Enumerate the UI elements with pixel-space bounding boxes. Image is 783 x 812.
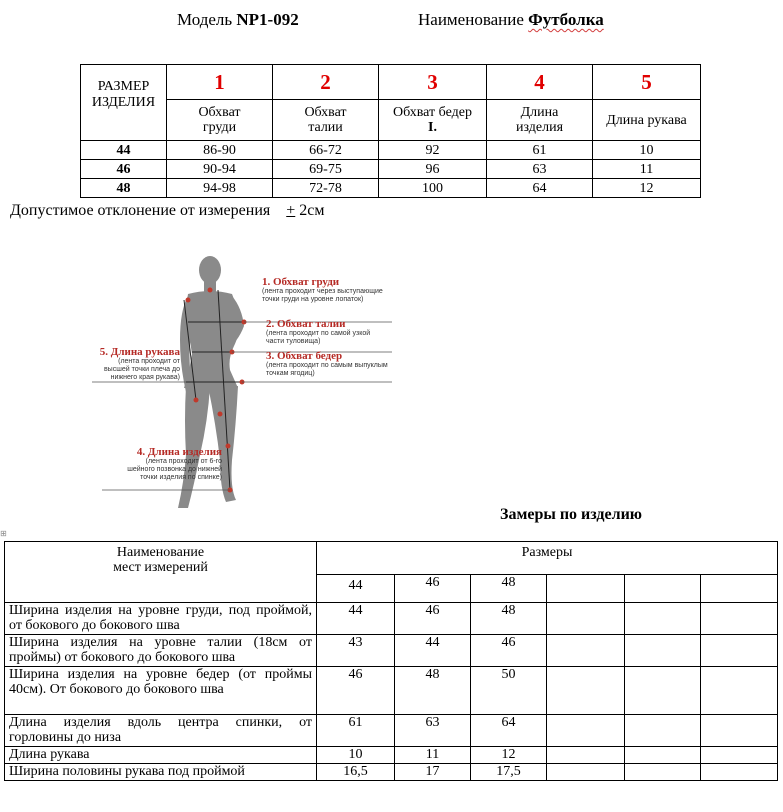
callout-desc: (лента проходит по самой узкой [266,330,371,337]
measurement-value [625,715,701,747]
measurement-name: Длина рукава [5,747,317,764]
callout-length [112,446,222,482]
callout-waist [266,318,370,346]
callout-title: 2. Обхват талии [266,318,346,330]
tolerance-value: 2см [295,202,325,219]
table-row [81,179,701,198]
table-row [5,667,778,715]
column-number: 2 [273,65,379,100]
callout-chest [262,276,383,304]
size-corner-line2: ИЗДЕЛИЯ [91,94,156,110]
measurement-value [547,747,625,764]
column-label [487,100,593,141]
tolerance-note [10,202,325,220]
table-row [81,160,701,179]
value-cell: 72-78 [273,179,379,198]
table-anchor-icon: ⊞ [0,529,7,538]
table-row [5,635,778,667]
measurement-value: 63 [395,715,471,747]
table-row [5,715,778,747]
column-label-text: Обхват талии [304,105,347,135]
measurement-value [547,715,625,747]
measurement-value [547,635,625,667]
measurement-value [701,635,778,667]
garment-measurements-table [4,541,778,781]
measurement-value: 46 [471,635,547,667]
callout-desc: высшей точки плеча до [103,366,180,373]
name-header-line2: мест измерений [113,560,208,575]
column-label [379,100,487,141]
measurement-value: 61 [317,715,395,747]
column-label [167,100,273,141]
value-cell: 94-98 [167,179,273,198]
value-cell: 61 [487,141,593,160]
column-label [273,100,379,141]
measurements-title: Замеры по изделию [500,506,643,523]
callout-sleeve [96,346,180,382]
column-number: 5 [593,65,701,100]
size-cell: 46 [81,160,167,179]
callout-title: 5. Длина рукава [99,346,180,358]
sizes-header: Размеры [317,542,778,575]
value-cell: 66-72 [273,141,379,160]
callout-title: 3. Обхват бедер [266,350,343,362]
value-cell: 11 [593,160,701,179]
size-header-cell: 44 [317,575,395,603]
measurement-value: 48 [471,603,547,635]
callout-desc: части туловища) [266,338,321,345]
model-value: NP1-092 [236,10,299,29]
measurement-value: 46 [395,603,471,635]
value-cell: 64 [487,179,593,198]
column-label-text: Обхват бедер [393,105,472,120]
column-label [593,100,701,141]
size-cell: 48 [81,179,167,198]
callout-hips [266,350,388,378]
size-corner-cell [81,65,167,141]
callout-title: 1. Обхват груди [262,276,340,288]
product-name-label: Наименование [418,10,524,29]
measurement-value: 44 [317,603,395,635]
callout-desc: (лента проходит через выступающие [262,288,383,295]
measurement-value [701,667,778,715]
size-chart-table [80,64,701,198]
measurement-value: 48 [395,667,471,715]
name-header-cell [5,542,317,603]
column-label-text: Длина изделия [515,105,564,135]
product-name-value: Футболка [528,10,604,29]
callout-desc: (лента проходит от [118,358,180,365]
measurement-name: Ширина половины рукава под проймой [5,764,317,781]
measurement-value: 17 [395,764,471,781]
tolerance-text: Допустимое отклонение от измерения [10,202,271,219]
measurement-name: Ширина изделия на уровне талии (18см от проймы) от бокового до бокового шва [5,635,317,667]
value-cell: 86-90 [167,141,273,160]
size-cell: 44 [81,141,167,160]
column-number: 3 [379,65,487,100]
measurement-value [701,715,778,747]
size-header-cell: 48 [471,575,547,603]
measurement-value: 10 [317,747,395,764]
measurement-value: 12 [471,747,547,764]
measurement-value: 16,5 [317,764,395,781]
measurement-figure [92,250,392,520]
size-header-cell [625,575,701,603]
measurement-value [547,667,625,715]
product-name-line [418,10,604,30]
table-row [5,603,778,635]
model-line [177,10,299,30]
value-cell: 12 [593,179,701,198]
name-header-line1: Наименование [116,545,205,560]
value-cell: 96 [379,160,487,179]
measurement-value [701,764,778,781]
measurement-name: Длина изделия вдоль центра спинки, от горловины до низа [5,715,317,747]
measurement-value: 44 [395,635,471,667]
measurement-value [547,764,625,781]
measurement-value: 64 [471,715,547,747]
measurement-value [625,747,701,764]
measurement-value [701,747,778,764]
table-row [81,141,701,160]
value-cell: 69-75 [273,160,379,179]
size-corner-line1: РАЗМЕР [97,78,150,94]
measurement-value: 17,5 [471,764,547,781]
measurement-value: 11 [395,747,471,764]
column-number: 4 [487,65,593,100]
column-label-text: Обхват груди [198,105,241,135]
table-row [5,747,778,764]
table-row [5,764,778,781]
measurement-value: 43 [317,635,395,667]
callout-desc: нижнего края рукава) [110,374,180,381]
callout-desc: точкам ягодиц) [266,370,315,377]
measurement-value: 46 [317,667,395,715]
callout-desc: точки изделия по спинке) [140,474,222,481]
column-label-extra: I. [428,120,437,135]
measurement-value [547,603,625,635]
callout-desc: (лента проходит по самым выпуклым [266,362,388,369]
size-header-cell: 46 [395,575,471,603]
plus-minus-sign: + [286,202,296,219]
size-header-cell [547,575,625,603]
column-number: 1 [167,65,273,100]
column-label-text: Длина рукава [606,112,687,128]
measurement-value [625,603,701,635]
measurement-value [701,603,778,635]
value-cell: 90-94 [167,160,273,179]
value-cell: 100 [379,179,487,198]
callout-desc: (лента проходит от 6-го [145,458,222,465]
measurement-value [625,667,701,715]
measurement-value [625,764,701,781]
value-cell: 10 [593,141,701,160]
measurement-value: 50 [471,667,547,715]
size-header-cell [701,575,778,603]
callout-desc: шейного позвонка до нижней [127,466,222,473]
callout-desc: точки груди на уровне лопаток) [262,296,364,303]
measurement-name: Ширина изделия на уровне бедер (от проймы 40см). От бокового до бокового шва [5,667,317,715]
value-cell: 92 [379,141,487,160]
value-cell: 63 [487,160,593,179]
model-label: Модель [177,10,233,29]
measurement-name: Ширина изделия на уровне груди, под проймой, от бокового до бокового шва [5,603,317,635]
callout-title: 4. Длина изделия [136,446,222,458]
measurement-value [625,635,701,667]
